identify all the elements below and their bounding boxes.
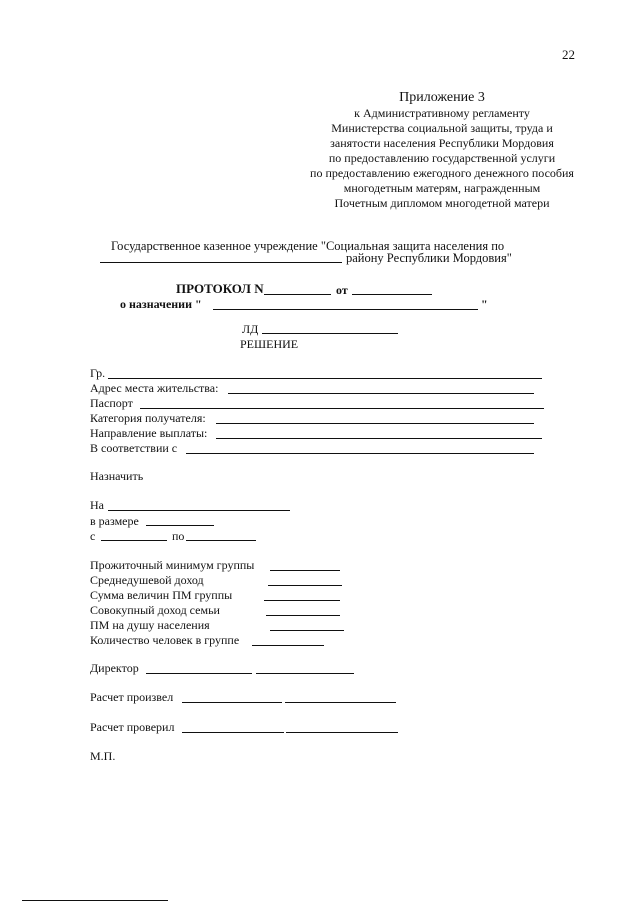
payment-direction-label: Направление выплаты: — [90, 426, 208, 440]
assignment-blank[interactable] — [213, 309, 478, 310]
ld-blank[interactable] — [262, 333, 398, 334]
term-to-label: по — [172, 529, 185, 543]
sum-pm-blank[interactable] — [264, 600, 340, 601]
protocol-from: от — [336, 283, 348, 297]
institution-line-1: Государственное казенное учреждение "Социальная защита населения по — [111, 239, 505, 253]
protocol-date-blank[interactable] — [352, 294, 432, 295]
director-signature-blank[interactable] — [146, 673, 252, 674]
director-label: Директор — [90, 661, 139, 675]
calculated-by-name-blank[interactable] — [285, 702, 396, 703]
seal-label: М.П. — [90, 749, 116, 763]
appendix-line: по предоставлению государственной услуги — [328, 151, 556, 165]
footnote-divider — [22, 900, 168, 901]
protocol-number-blank[interactable] — [264, 294, 331, 295]
checked-by-label: Расчет проверил — [90, 720, 175, 734]
calculated-by-signature-blank[interactable] — [182, 702, 282, 703]
term-from-label: с — [90, 529, 96, 543]
term-to-blank[interactable] — [186, 540, 256, 541]
pm-per-capita-blank[interactable] — [270, 630, 344, 631]
appendix-line: по предоставлению ежегодного денежного пособия — [310, 166, 574, 180]
page-number: 22 — [562, 47, 575, 62]
payment-direction-blank[interactable] — [216, 438, 542, 439]
category-label: Категория получателя: — [90, 411, 206, 425]
checked-by-signature-blank[interactable] — [182, 732, 284, 733]
avg-income-label: Среднедушевой доход — [90, 573, 204, 587]
protocol-label: ПРОТОКОЛ N — [176, 281, 264, 296]
calculated-by-label: Расчет произвел — [90, 690, 174, 704]
subsistence-min-blank[interactable] — [270, 570, 340, 571]
avg-income-blank[interactable] — [268, 585, 342, 586]
appendix-header — [296, 89, 588, 211]
appendix-title: Приложение 3 — [399, 90, 485, 105]
sum-pm-label: Сумма величин ПМ группы — [90, 588, 233, 602]
accordance-blank[interactable] — [186, 453, 534, 454]
term-on-label: На — [90, 498, 104, 512]
assignment-suffix: " — [481, 297, 488, 311]
ld-label: ЛД — [242, 322, 259, 336]
amount-label: в размере — [90, 514, 139, 528]
passport-blank[interactable] — [140, 408, 544, 409]
appendix-line: Почетным дипломом многодетной матери — [334, 196, 550, 210]
citizen-label: Гр. — [90, 366, 106, 380]
director-name-blank[interactable] — [256, 673, 354, 674]
appendix-line: Министерства социальной защиты, труда и — [331, 121, 553, 135]
appendix-line: занятости населения Республики Мордовия — [330, 136, 554, 150]
address-label: Адрес места жительства: — [90, 381, 219, 395]
passport-label: Паспорт — [90, 396, 133, 410]
citizen-blank[interactable] — [108, 378, 542, 379]
pm-per-capita-label: ПМ на душу населения — [90, 618, 210, 632]
appendix-line: к Административному регламенту — [354, 106, 530, 120]
subsistence-min-label: Прожиточный минимум группы — [90, 558, 255, 572]
assign-label: Назначить — [90, 469, 144, 483]
term-from-blank[interactable] — [101, 540, 167, 541]
appendix-line: многодетным матерям, награжденным — [343, 181, 541, 195]
category-blank[interactable] — [216, 423, 534, 424]
institution-line-2: району Республики Мордовия" — [346, 251, 512, 265]
assignment-prefix: о назначении " — [120, 297, 202, 311]
address-blank[interactable] — [228, 393, 534, 394]
term-on-blank[interactable] — [108, 510, 290, 511]
total-income-label: Совокупный доход семьи — [90, 603, 220, 617]
decision-heading: РЕШЕНИЕ — [240, 337, 299, 351]
checked-by-name-blank[interactable] — [286, 732, 398, 733]
group-count-label: Количество человек в группе — [90, 633, 240, 647]
amount-blank[interactable] — [146, 525, 214, 526]
total-income-blank[interactable] — [266, 615, 340, 616]
district-blank[interactable] — [100, 262, 342, 263]
group-count-blank[interactable] — [252, 645, 324, 646]
accordance-label: В соответствии с — [90, 441, 178, 455]
